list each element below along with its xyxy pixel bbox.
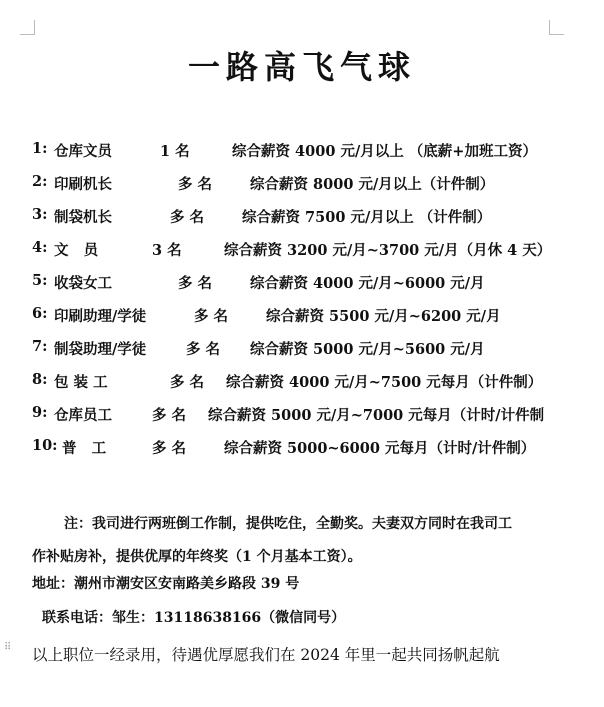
job-salary: 综合薪资 5000 元/月~5600 元/月 — [250, 341, 485, 358]
job-row — [32, 239, 592, 272]
job-salary: 综合薪资 5500 元/月~6200 元/月 — [266, 308, 501, 325]
job-count: 多 名 — [178, 176, 213, 193]
job-number: 8: — [32, 371, 48, 388]
job-row — [32, 338, 592, 371]
job-row — [32, 173, 592, 206]
note-line: 注：我司进行两班倒工作制，提供吃住，全勤奖。夫妻双方同时在我司工 — [64, 516, 512, 532]
job-row — [32, 140, 592, 173]
job-number: 7: — [32, 338, 48, 355]
job-position: 印刷机长 — [54, 176, 112, 193]
job-salary: 综合薪资 7500 元/月以上 （计件制） — [242, 209, 492, 226]
job-number: 3: — [32, 206, 48, 223]
job-number: 4: — [32, 239, 48, 256]
closing-line: 以上职位一经录用，待遇优厚愿我们在 2024 年里一起共同扬帆起航 — [32, 646, 500, 664]
job-position: 制袋机长 — [54, 209, 112, 226]
job-salary: 综合薪资 4000 元/月以上 （底薪+加班工资） — [232, 143, 537, 160]
page-title: 一路高飞气球 — [187, 48, 416, 86]
job-count: 多 名 — [170, 209, 205, 226]
job-number: 6: — [32, 305, 48, 322]
job-position: 普 工 — [62, 440, 107, 457]
job-salary: 综合薪资 4000 元/月~7500 元每月（计件制） — [226, 374, 543, 391]
job-count: 多 名 — [186, 341, 221, 358]
job-number: 1: — [32, 140, 48, 157]
job-row — [32, 305, 592, 338]
note-line: 作补贴房补，提供优厚的年终奖（1 个月基本工资）。 — [32, 549, 362, 565]
job-position: 收袋女工 — [54, 275, 112, 292]
job-number: 10: — [32, 437, 58, 454]
job-position: 仓库文员 — [54, 143, 112, 160]
page-corner-mark-top-right — [549, 20, 564, 35]
job-count: 多 名 — [152, 440, 187, 457]
phone-line: 联系电话：邹生：13118638166（微信同号） — [42, 610, 346, 626]
job-position: 制袋助理/学徒 — [54, 341, 147, 358]
address-line: 地址：潮州市潮安区安南路美乡路段 39 号 — [32, 576, 300, 592]
job-list — [32, 140, 592, 470]
job-count: 1 名 — [160, 143, 190, 160]
job-number: 9: — [32, 404, 48, 421]
job-row — [32, 206, 592, 239]
job-number: 5: — [32, 272, 48, 289]
drag-handle-icon[interactable]: ⠿ — [4, 642, 11, 653]
job-count: 3 名 — [152, 242, 182, 259]
job-count: 多 名 — [178, 275, 213, 292]
job-salary: 综合薪资 3200 元/月~3700 元/月（月休 4 天） — [224, 242, 552, 259]
job-position: 包 装 工 — [54, 374, 108, 391]
note-paragraph — [32, 508, 572, 574]
page-corner-mark-top-left — [20, 20, 35, 35]
job-row — [32, 371, 592, 404]
job-count: 多 名 — [170, 374, 205, 391]
job-salary: 综合薪资 5000 元/月~7000 元每月（计时/计件制 — [208, 407, 545, 424]
job-salary: 综合薪资 4000 元/月~6000 元/月 — [250, 275, 485, 292]
job-position: 印刷助理/学徒 — [54, 308, 147, 325]
job-count: 多 名 — [152, 407, 187, 424]
job-position: 文 员 — [54, 242, 99, 259]
job-salary: 综合薪资 8000 元/月以上（计件制） — [250, 176, 495, 193]
job-row — [32, 437, 592, 470]
job-number: 2: — [32, 173, 48, 190]
job-row — [32, 272, 592, 305]
job-salary: 综合薪资 5000~6000 元每月（计时/计件制） — [224, 440, 536, 457]
job-count: 多 名 — [194, 308, 229, 325]
job-position: 仓库员工 — [54, 407, 112, 424]
job-row — [32, 404, 592, 437]
